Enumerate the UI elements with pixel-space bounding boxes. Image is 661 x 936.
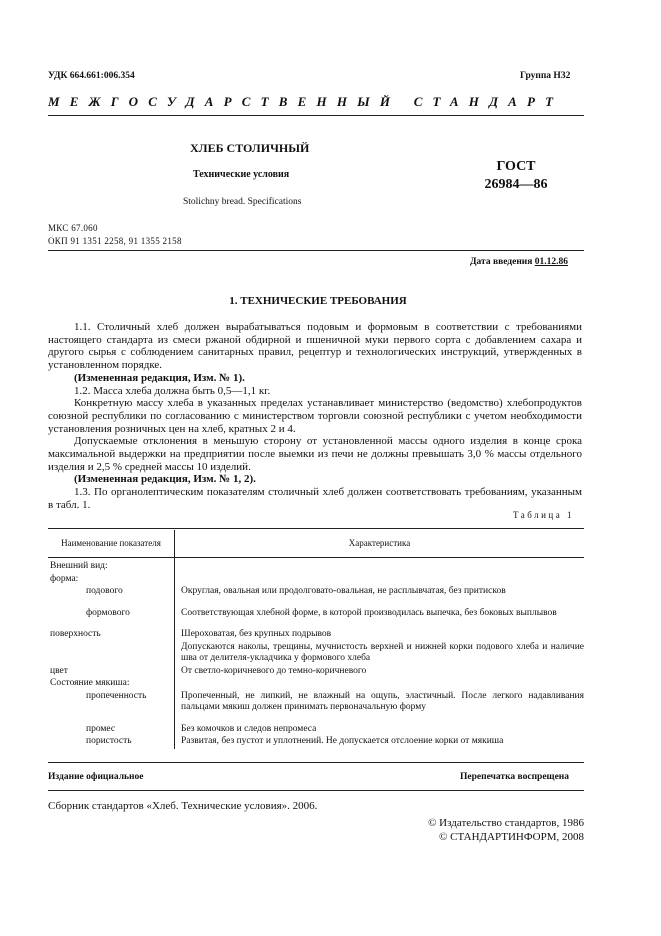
row-desc: Округлая, овальная или продолговато-овальная, не расплывчатая, без притисков: [181, 586, 506, 596]
row-name: Внешний вид:: [48, 561, 175, 574]
table-caption: Таблица 1: [513, 510, 574, 520]
reprint-notice: Перепечатка воспрещена: [460, 772, 570, 782]
codes-rule: [48, 250, 584, 251]
table-top-rule: [48, 528, 584, 529]
row-name: промес: [48, 715, 175, 737]
copyright-publisher: © Издательство стандартов, 1986: [428, 817, 584, 829]
footer-rule: [48, 790, 584, 791]
table-row: [48, 678, 584, 691]
row-desc: Шероховатая, без крупных подрывов: [181, 629, 332, 639]
row-name: цвет: [48, 666, 175, 679]
copyright-standartinform: © СТАНДАРТИНФОРМ, 2008: [439, 831, 584, 843]
column-header-indicator: Наименование показателя: [48, 530, 175, 557]
paragraph-mass: Конкретную массу хлеба в указанных пределах устанавливает министерство (ведомство) хлебопродуктов союзной республики по согласованию с министерством торговли союзной республики с учетом необходимости установления розничных цен на хлеб, кратных 2 и 4.: [48, 397, 582, 435]
table-row: [48, 599, 584, 621]
table-row: [48, 620, 584, 642]
table-row: [48, 574, 584, 587]
intro-date: [470, 257, 568, 267]
table-row: [48, 561, 584, 574]
collection-note: Сборник стандартов «Хлеб. Технические условия». 2006.: [48, 800, 318, 812]
column-header-characteristic: Характеристика: [175, 530, 585, 557]
row-desc: [175, 678, 585, 691]
row-desc: Развитая, без пустот и уплотнений. Не допускается отслоение корки от мякиша: [181, 736, 504, 746]
table-header-row: [48, 530, 584, 557]
mks-code: МКС 67.060: [48, 223, 98, 233]
row-name: формового: [48, 599, 175, 621]
row-desc: Соответствующая хлебной форме, в которой производилась выпечка, без боковых выплывов: [181, 607, 557, 618]
table-row: [48, 666, 584, 679]
paragraph-1-3: 1.3. По органолептическим показателям столичный хлеб должен соответствовать требованиям, указанным в табл. 1.: [48, 486, 582, 511]
intro-date-value: 01.12.86: [534, 257, 569, 267]
row-name: пропеченность: [48, 691, 175, 715]
udk-code: УДК 664.661:006.354: [48, 71, 135, 81]
standard-banner: МЕЖГОСУДАРСТВЕННЫЙ СТАНДАРТ: [48, 94, 564, 109]
row-desc: Без комочков и следов непромеса: [181, 723, 317, 734]
section-heading: 1. ТЕХНИЧЕСКИЕ ТРЕБОВАНИЯ: [229, 295, 407, 307]
row-desc: Допускаются наколы, трещины, мучнистость верхней и нижней корки подового хлеба и наличие шва от делителя-укладчика у формового хлеба: [181, 641, 584, 663]
row-name: форма:: [48, 574, 175, 587]
row-desc: Пропеченный, не липкий, не влажный на ощупь, эластичный. После легкого надавливания пальцами мякиш должен принимать первоначальную форму: [181, 690, 584, 712]
organoleptic-table: [48, 530, 584, 749]
row-name: подового: [48, 586, 175, 599]
paragraph-1-1: 1.1. Столичный хлеб должен вырабатываться подовым и формовым в соответствии с требованиями настоящего стандарта из смеси ржаной обдирной и пшеничной муки первого сорта с добавлением сахара и другого сырья с соблюдением санитарных правил, рецептур и технологических инструкций, утвержденных в установленном порядке.: [48, 321, 582, 372]
row-desc: [175, 574, 585, 587]
document-subtitle: Технические условия: [193, 169, 290, 180]
row-name: пористость: [48, 736, 175, 749]
okp-code: ОКП 91 1351 2258, 91 1355 2158: [48, 236, 182, 246]
group-code: Группа Н32: [520, 71, 571, 81]
row-desc: [175, 561, 585, 574]
document-title: ХЛЕБ СТОЛИЧНЫЙ: [190, 141, 310, 155]
row-name: Состояние мякиша:: [48, 678, 175, 691]
table-row: [48, 586, 584, 599]
table-row: [48, 736, 584, 749]
row-name: поверхность: [48, 620, 175, 642]
banner-rule: [48, 115, 584, 116]
table-bottom-rule: [48, 762, 584, 763]
gost-number: 26984—86: [484, 177, 548, 192]
english-title: Stolichny bread. Specifications: [183, 197, 302, 207]
table-row: [48, 642, 584, 666]
official-edition: Издание официальное: [48, 772, 144, 782]
row-name: [48, 642, 175, 666]
classification-codes: [48, 222, 182, 248]
paragraph-deviation: Допускаемые отклонения в меньшую сторону от установленной массы одного изделия в конце срока максимальной выдержки на предприятии после выемки из печи не должны превышать 3,0 % массы отдельного изделия и 2,5 % средней массы 10 изделий.: [48, 435, 582, 473]
change-note-2: (Измененная редакция, Изм. № 1, 2).: [74, 473, 256, 486]
section-body: [48, 321, 582, 512]
table-row: [48, 691, 584, 715]
copyright-block: [284, 816, 584, 844]
gost-label: ГОСТ: [496, 159, 536, 174]
intro-date-label: Дата введения: [470, 257, 533, 267]
row-desc: От светло-коричневого до темно-коричневого: [181, 665, 367, 676]
table-row: [48, 715, 584, 737]
paragraph-1-2: 1.2. Масса хлеба должна быть 0,5—1,1 кг.: [74, 384, 271, 397]
gost-designation: [456, 158, 576, 194]
change-note-1: (Измененная редакция, Изм. № 1).: [74, 371, 245, 384]
